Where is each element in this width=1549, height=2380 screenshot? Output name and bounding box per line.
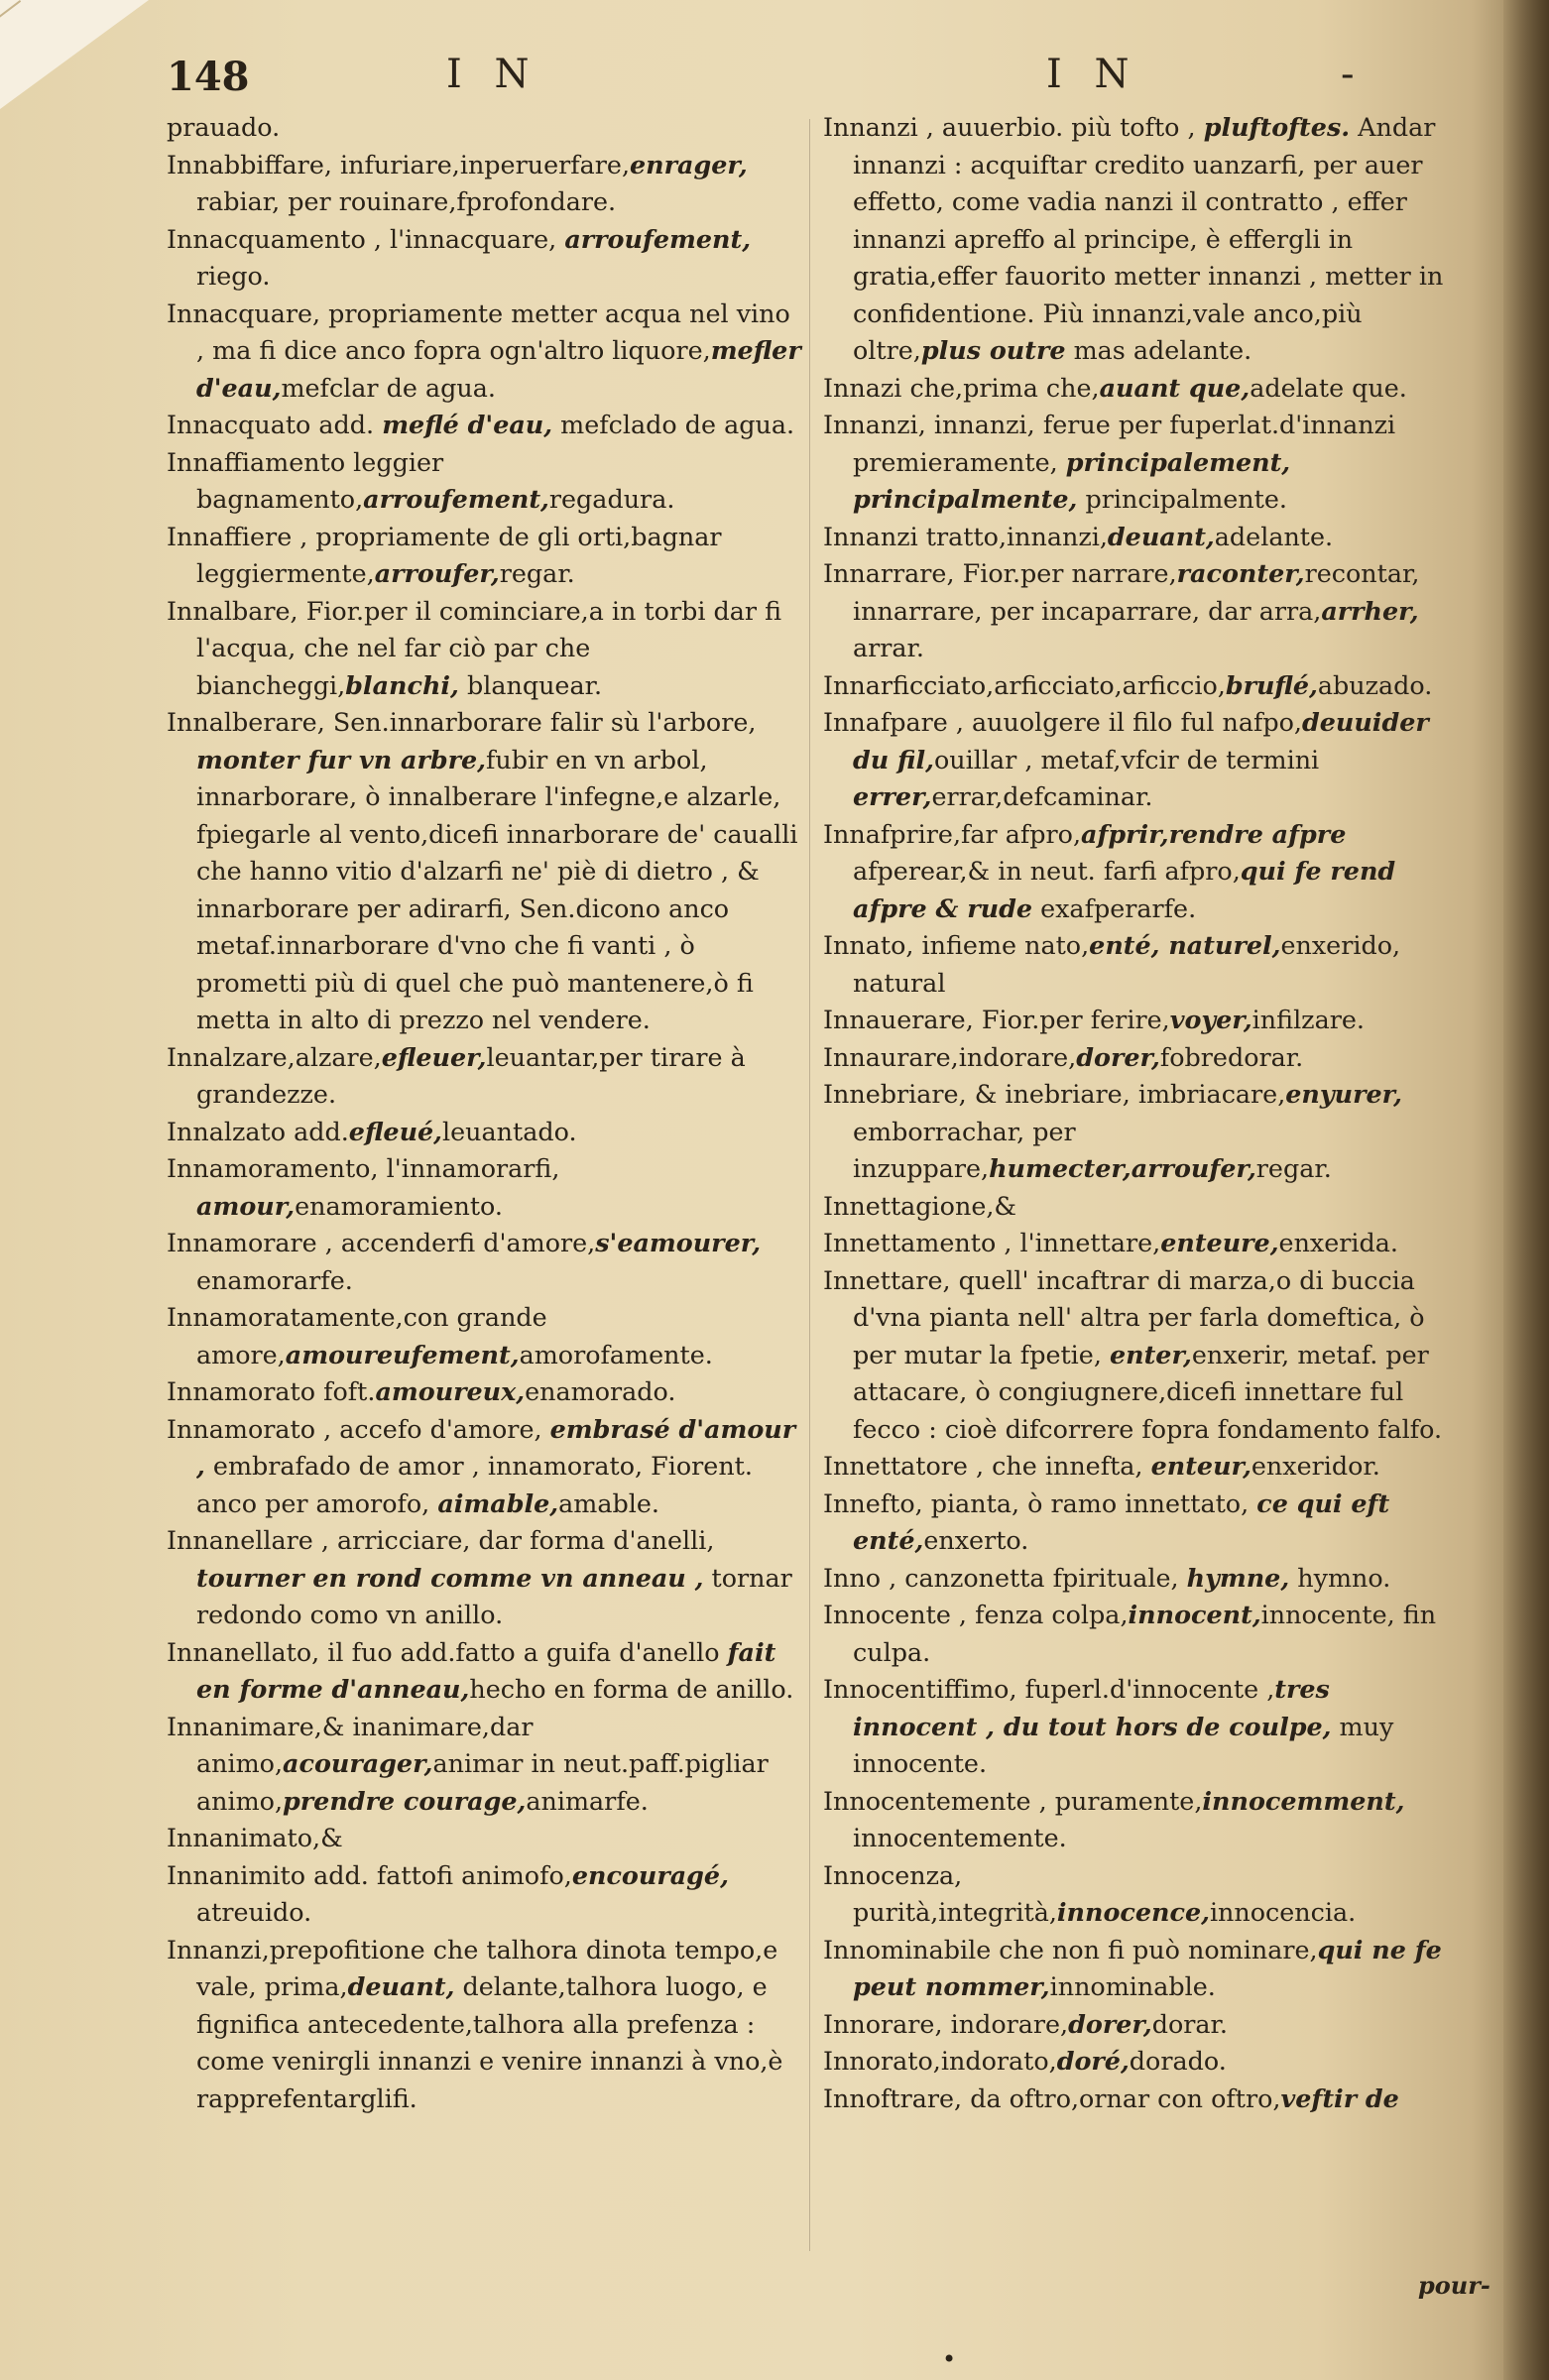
dictionary-entry: [823, 1188, 1458, 1226]
entry-text: enamoramiento.: [295, 1190, 503, 1221]
entry-text: atreuido.: [196, 1897, 312, 1927]
entry-text: enxerto.: [923, 1525, 1029, 1555]
dictionary-entry: [823, 1671, 1458, 1783]
dictionary-entry: [167, 1634, 801, 1709]
dictionary-entry: [167, 1857, 801, 1932]
entry-text: Innanimato,&: [167, 1823, 343, 1852]
entry-text: Innanimito add. fattofi animofo,: [167, 1859, 572, 1890]
entry-text: Innacquare, propriamente metter acqua nel vino , ma fi dice anco fopra ogn'altro liquore,: [167, 298, 790, 365]
french-gloss: amour,: [196, 1190, 296, 1221]
french-gloss: enrager,: [630, 149, 748, 179]
entry-text: Innocentemente , puramente,: [823, 1785, 1203, 1816]
french-gloss: amoureux,: [375, 1376, 526, 1406]
dictionary-entry: [823, 816, 1458, 928]
entry-text: Innamorato , accefo d'amore,: [167, 1413, 550, 1444]
dictionary-entry: [823, 1076, 1458, 1188]
french-gloss: blanchi,: [345, 669, 459, 700]
column-divider: [809, 119, 810, 2251]
entry-text: innocentemente.: [853, 1823, 1067, 1852]
french-gloss: arroufement,: [564, 223, 752, 254]
entry-text: Andar innanzi : acquiftar credito uanzarfi, per auer effetto, come vadia nanzi il contratto , effer innanzi apreffo al principe, è effergli in gratia,effer fauorito metter innanzi , metter in confidentione. Più innanzi,vale anco,più oltre,: [853, 112, 1444, 365]
entry-text: Innafprire,far afpro,: [823, 818, 1082, 849]
french-gloss: arrher,: [1321, 595, 1419, 626]
dictionary-entry: [167, 1114, 801, 1151]
entry-text: infilzare.: [1251, 1005, 1365, 1034]
entry-text: Innettagione,&: [823, 1190, 1017, 1221]
entry-text: Innalzare,alzare,: [167, 1041, 382, 1072]
french-gloss: enter,: [1109, 1339, 1192, 1369]
dictionary-entry: [167, 1522, 801, 1634]
entry-text: Innocenza, purità,integrità,: [823, 1859, 1057, 1927]
entry-text: Innanzi tratto,innanzi,: [823, 521, 1108, 551]
entry-text: dorado.: [1129, 2046, 1227, 2076]
entry-text: amable.: [558, 1488, 659, 1518]
french-gloss: arroufer,: [374, 558, 500, 588]
entry-text: riego.: [196, 261, 271, 291]
dictionary-entry: [823, 1560, 1458, 1598]
entry-text: Innafpare , auuolgere il filo ful nafpo,: [823, 707, 1302, 737]
french-gloss: innocence,: [1056, 1897, 1210, 1927]
french-gloss: s'eamourer,: [595, 1228, 762, 1257]
entry-text: dorar.: [1151, 2008, 1228, 2039]
entry-text: principalmente.: [1077, 484, 1287, 514]
french-gloss: hymne,: [1186, 1562, 1290, 1593]
entry-text: mefclar de agua.: [281, 372, 496, 403]
french-gloss: pluftoftes.: [1203, 112, 1351, 142]
french-gloss: efleué,: [348, 1116, 443, 1146]
entry-text: Innarrare, Fior.per narrare,: [823, 558, 1177, 588]
dictionary-entry: [823, 1932, 1458, 2006]
dictionary-entry: [823, 704, 1458, 816]
entry-text: leuantar,per tirare à grandezze.: [196, 1041, 746, 1109]
french-gloss: raconter,: [1176, 558, 1305, 588]
entry-text: Innoftrare, da oftro,ornar con oftro,: [823, 2082, 1281, 2113]
french-gloss: errer,: [853, 781, 932, 811]
entry-text: Innanzi , auuerbio. più tofto ,: [823, 112, 1204, 142]
dictionary-entry: [167, 593, 801, 705]
entry-text: enamorado.: [525, 1376, 676, 1406]
entry-text: mefclado de agua.: [552, 410, 795, 439]
french-gloss: fait en forme d'anneau,: [196, 1636, 776, 1704]
dictionary-entry: [823, 1262, 1458, 1449]
entry-text: Innebriare, & inebriare, imbriacare,: [823, 1079, 1286, 1109]
entry-text: Innarficciato,arficciato,arficcio,: [823, 669, 1226, 700]
dictionary-entry: [167, 407, 801, 444]
french-gloss: innocemment,: [1202, 1785, 1405, 1816]
running-head-left: I N: [446, 52, 539, 97]
entry-text: rabiar, per rouinare,fprofondare.: [196, 186, 617, 216]
dictionary-entry: [823, 1486, 1458, 1560]
entry-text: Innefto, pianta, ò ramo innettato,: [823, 1488, 1257, 1518]
french-gloss: enteure,: [1160, 1228, 1279, 1257]
french-gloss: embrasé d'amour ,: [196, 1413, 796, 1481]
entry-text: Innaurare,indorare,: [823, 1041, 1077, 1072]
dictionary-entry: [823, 667, 1458, 705]
dictionary-entry: [167, 1039, 801, 1114]
entry-text: innocencia.: [1209, 1897, 1357, 1927]
french-gloss: encouragé,: [571, 1859, 729, 1890]
entry-text: animar in neut.paff.pigliar animo,: [196, 1748, 769, 1816]
running-head-dash: -: [1341, 52, 1355, 97]
left-column: [167, 109, 801, 2117]
french-gloss: arroufement,: [363, 484, 549, 514]
page-number: 148: [167, 54, 250, 100]
entry-text: emborrachar, per inzuppare,: [853, 1116, 1076, 1183]
french-gloss: dorer,: [1076, 1041, 1160, 1072]
dictionary-entry: [167, 296, 801, 408]
french-gloss: principalement, principalmente,: [853, 446, 1291, 514]
entry-text: embrafado de amor , innamorato, Fiorent. anco per amorofo,: [196, 1451, 753, 1518]
french-gloss: efleuer,: [381, 1041, 487, 1072]
dictionary-entry: [167, 221, 801, 296]
french-gloss: tres innocent , du tout hors de coulpe,: [853, 1674, 1332, 1741]
french-gloss: prendre courage,: [283, 1785, 527, 1816]
entry-text: delante,talhora luogo, e fignifica antecedente,talhora alla prefenza : come venirgli innanzi e venire innanzi à vno,è rapprefentarglifi.: [196, 1971, 783, 2113]
entry-text: animarfe.: [526, 1785, 649, 1816]
entry-text: Innanimare,& inanimare,dar animo,: [167, 1711, 534, 1778]
entry-text: adelate que.: [1250, 372, 1407, 403]
entry-text: abuzado.: [1317, 669, 1433, 700]
entry-text: blanquear.: [458, 669, 603, 700]
entry-text: innominable.: [1049, 1971, 1216, 2001]
entry-text: recontar, innarrare, per incaparrare, dar arra,: [853, 558, 1420, 626]
entry-text: Innacquamento , l'innacquare,: [167, 223, 565, 254]
french-gloss: qui ne fe peut nommer,: [853, 1934, 1442, 2001]
entry-text: Innato, infieme nato,: [823, 930, 1090, 960]
dictionary-entry: [823, 370, 1458, 408]
french-gloss: monter fur vn arbre,: [196, 744, 486, 774]
french-gloss: humecter,arroufer,: [989, 1153, 1256, 1183]
dictionary-entry: [823, 927, 1458, 1002]
entry-text: Innauerare, Fior.per ferire,: [823, 1005, 1170, 1034]
entry-text: afperear,& in neut. farfi afpro,: [853, 856, 1241, 886]
dictionary-entry: [823, 1002, 1458, 1039]
french-gloss: enté, naturel,: [1089, 930, 1281, 960]
entry-text: Innettare, quell' incaftrar di marza,o di buccia d'vna pianta nell' altra per farla domeftica, ò per mutar la fpetie,: [823, 1264, 1425, 1369]
entry-text: muy innocente.: [853, 1711, 1394, 1778]
entry-text: Innorato,indorato,: [823, 2046, 1057, 2076]
entry-text: regadura.: [548, 484, 675, 514]
dictionary-entry: [167, 1411, 801, 1523]
entry-text: enxerido, natural: [853, 930, 1401, 998]
dictionary-entry: [823, 2043, 1458, 2081]
entry-text: Innocente , fenza colpa,: [823, 1600, 1129, 1629]
entry-text: exafperarfe.: [1032, 892, 1197, 923]
french-gloss: aimable,: [437, 1488, 559, 1518]
entry-text: regar.: [1255, 1153, 1332, 1183]
entry-text: adelante.: [1214, 521, 1334, 551]
entry-text: Innettamento , l'innettare,: [823, 1228, 1161, 1257]
dictionary-entry: [823, 1039, 1458, 1077]
entry-text: enxerida.: [1278, 1228, 1398, 1257]
entry-text: Innominabile che non fi può nominare,: [823, 1934, 1318, 1964]
french-gloss: dorer,: [1068, 2008, 1152, 2039]
entry-text: Innocentiffimo, fuperl.d'innocente ,: [823, 1674, 1275, 1704]
entry-text: Innanellare , arricciare, dar forma d'anelli,: [167, 1525, 715, 1555]
dictionary-entry: [167, 519, 801, 593]
entry-text: leuantado.: [442, 1116, 577, 1146]
entry-text: amorofamente.: [519, 1339, 713, 1369]
entry-text: hymno.: [1289, 1562, 1391, 1593]
dictionary-entry: [823, 1857, 1458, 1932]
entry-text: mas adelante.: [1065, 335, 1252, 365]
entry-text: enxerir, metaf. per attacare, ò congiugnere,dicefi innettare ful fecco : cioè difcorrere fopra fondamento falfo.: [853, 1339, 1443, 1444]
french-gloss: ce qui eft enté,: [853, 1488, 1390, 1555]
dictionary-entry: [823, 519, 1458, 556]
french-gloss: qui fe rend afpre & rude: [853, 856, 1396, 923]
entry-text: Innaffiere , propriamente de gli orti,bagnar leggiermente,: [167, 521, 722, 588]
french-gloss: mefler d'eau,: [196, 335, 801, 403]
french-gloss: doré,: [1056, 2046, 1130, 2076]
signature-mark: •: [942, 2345, 957, 2373]
dictionary-entry: [823, 407, 1458, 519]
entry-text: Innazi che,prima che,: [823, 372, 1100, 403]
entry-text: Inno , canzonetta fpirituale,: [823, 1562, 1187, 1593]
entry-text: fubir en vn arbol, innarborare, ò innalberare l'infegne,e alzarle, fpiegarle al vento,dicefi innarborare de' caualli che hanno vitio d'alzarfi ne' piè di dietro , & innarborare per adirarfi, Sen.dicono anco metaf.innarborare d'vno che fi vanti , ò prometti più di quel che può mantenere,ò fi metta in alto di prezzo nel vendere.: [196, 744, 798, 1034]
french-gloss: amoureufement,: [285, 1339, 520, 1369]
french-gloss: tourner en rond comme vn anneau ,: [196, 1562, 704, 1593]
french-gloss: afprir,rendre afpre: [1081, 818, 1347, 849]
french-gloss: meflé d'eau,: [382, 410, 553, 439]
french-gloss: voyer,: [1169, 1005, 1252, 1034]
entry-text: regar.: [499, 558, 575, 588]
entry-text: fobredorar.: [1159, 1041, 1304, 1072]
french-gloss: innocent,: [1128, 1600, 1261, 1629]
entry-text: Innalzato add.: [167, 1116, 349, 1146]
french-gloss: deuant,: [347, 1971, 455, 2001]
dictionary-entry: [167, 1150, 801, 1225]
entry-text: ouillar , metaf,vfcir de termini: [934, 744, 1320, 774]
french-gloss: veftir de: [1280, 2082, 1399, 2113]
french-gloss: deuuider du fil,: [853, 707, 1429, 774]
french-gloss: auant que,: [1099, 372, 1251, 403]
entry-text: Innamoratamente,con grande amore,: [167, 1302, 547, 1369]
running-head-right: I N: [1046, 52, 1139, 97]
dictionary-entry: [823, 2081, 1458, 2118]
dictionary-entry: [167, 109, 801, 147]
page-gutter-shadow: [1503, 0, 1549, 2380]
entry-text: tornar redondo como vn anillo.: [196, 1562, 792, 1629]
dictionary-entry: [823, 1448, 1458, 1486]
dictionary-entry: [167, 1299, 801, 1373]
dictionary-entry: [823, 1225, 1458, 1262]
dictionary-entry: [167, 1820, 801, 1857]
entry-text: errar,defcaminar.: [931, 781, 1153, 811]
dictionary-entry: [823, 109, 1458, 370]
entry-text: Innalberare, Sen.innarborare falir sù l'arbore,: [167, 707, 757, 737]
entry-text: enxeridor.: [1251, 1451, 1380, 1481]
entry-text: Innaffiamento leggier bagnamento,: [167, 446, 444, 514]
dictionary-entry: [823, 2006, 1458, 2044]
dictionary-entry: [823, 1597, 1458, 1671]
french-gloss: enyurer,: [1285, 1079, 1403, 1109]
entry-text: Innalbare, Fior.per il cominciare,a in torbi dar fi l'acqua, che nel far ciò par che biancheggi,: [167, 595, 782, 700]
french-gloss: bruflé,: [1225, 669, 1318, 700]
entry-text: Innamoramento, l'innamorarfi,: [167, 1153, 560, 1183]
entry-text: hecho en forma de anillo.: [469, 1674, 794, 1704]
french-gloss: deuant,: [1107, 521, 1215, 551]
entry-text: Innamorato foft.: [167, 1376, 376, 1406]
dictionary-entry: [167, 1932, 801, 2118]
dictionary-entry: [167, 1373, 801, 1411]
entry-text: Innacquato add.: [167, 410, 383, 439]
dictionary-entry: [823, 555, 1458, 667]
dictionary-entry: [823, 1783, 1458, 1857]
right-column: [823, 109, 1458, 2117]
catchword: pour-: [1418, 2271, 1490, 2300]
entry-text: Innanellato, il fuo add.fatto a guifa d'anello: [167, 1636, 728, 1667]
entry-text: Innanzi,prepofitione che talhora dinota tempo,e vale, prima,: [167, 1934, 778, 2001]
entry-text: enamorarfe.: [196, 1264, 353, 1295]
entry-text: Innanzi, innanzi, ferue per fuperlat.d'innanzi premieramente,: [823, 410, 1396, 477]
dictionary-entry: [167, 147, 801, 221]
entry-text: innocente, fin culpa.: [853, 1600, 1437, 1667]
dictionary-entry: [167, 1225, 801, 1299]
entry-text: prauado.: [167, 112, 281, 142]
french-gloss: plus outre: [920, 335, 1066, 365]
entry-text: Innorare, indorare,: [823, 2008, 1069, 2039]
entry-text: Innamorare , accenderfi d'amore,: [167, 1228, 596, 1257]
dictionary-entry: [167, 1709, 801, 1821]
page-header: [0, 52, 1549, 111]
entry-text: Innettatore , che innefta,: [823, 1451, 1151, 1481]
french-gloss: acourager,: [283, 1748, 433, 1778]
french-gloss: enteur,: [1150, 1451, 1251, 1481]
entry-text: Innabbiffare, infuriare,inperuerfare,: [167, 149, 631, 179]
dictionary-entry: [167, 704, 801, 1039]
dictionary-entry: [167, 444, 801, 519]
entry-text: arrar.: [853, 633, 924, 662]
